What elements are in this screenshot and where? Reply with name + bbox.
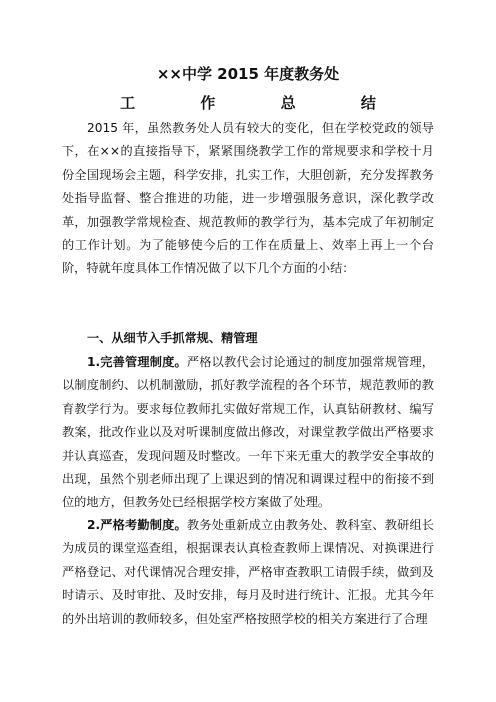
item-body: 严格以教代会讨论通过的制度加强常规管理，以制度制约、以机制激励，抓好教学流程的各个环节，规范教师的教育教学行为。要求每位教师扎实做好常规工作，认真钻研教材、编写教案，批改作业以及对听课制度做出修改，对课堂教学做出严格要求并认真巡查，发现问题及时整改。一年下来无重大的教学安全事故的出现，虽然个别老师出现了上课迟到的情况和调课过程中的衔接不到位的地方，但教务处已经根据学校方案做了处理。 — [62, 355, 434, 510]
list-item-management-system — [62, 351, 434, 515]
document-subtitle: 工 作 总 结 — [120, 94, 406, 112]
item-lead: 2.严格考勤制度。 — [87, 518, 187, 532]
document-title: ××中学 2015 年度教务处 — [156, 65, 340, 83]
list-item-attendance-system — [62, 514, 434, 631]
item-body: 教务处重新成立由教务处、教科室、教研组长为成员的课堂巡查组，根据课表认真检查教师上课情况、对换课进行严格登记、对代课情况合理安排，严格审查教职工请假手续，做到及时请示、及时审批、及时安排，每月及时进行统计、汇报。尤其今年的外出培训的教师较多，但处室严格按照学校的相关方案进行了合理 — [62, 518, 434, 626]
section-heading: 一、从细节入手抓常规、精管理 — [87, 331, 258, 345]
item-lead: 1.完善管理制度。 — [87, 355, 187, 369]
intro-paragraph: 2015 年，虽然教务处人员有较大的变化，但在学校党政的领导下，在××的直接指导下，紧紧围绕教学工作的常规要求和学校十月份全国现场会主题，科学安排，扎实工作，大胆创新，充分发挥教务处指导监督、整合推进的功能，进一步增强服务意识，深化教学改革，加强教学常规检查、规范教师的教学行为，基本完成了年初制定的工作计划。为了能够使今后的工作在质量上、效率上再上一个台阶，特就年度具体工作情况做了以下几个方面的小结： — [62, 121, 434, 276]
